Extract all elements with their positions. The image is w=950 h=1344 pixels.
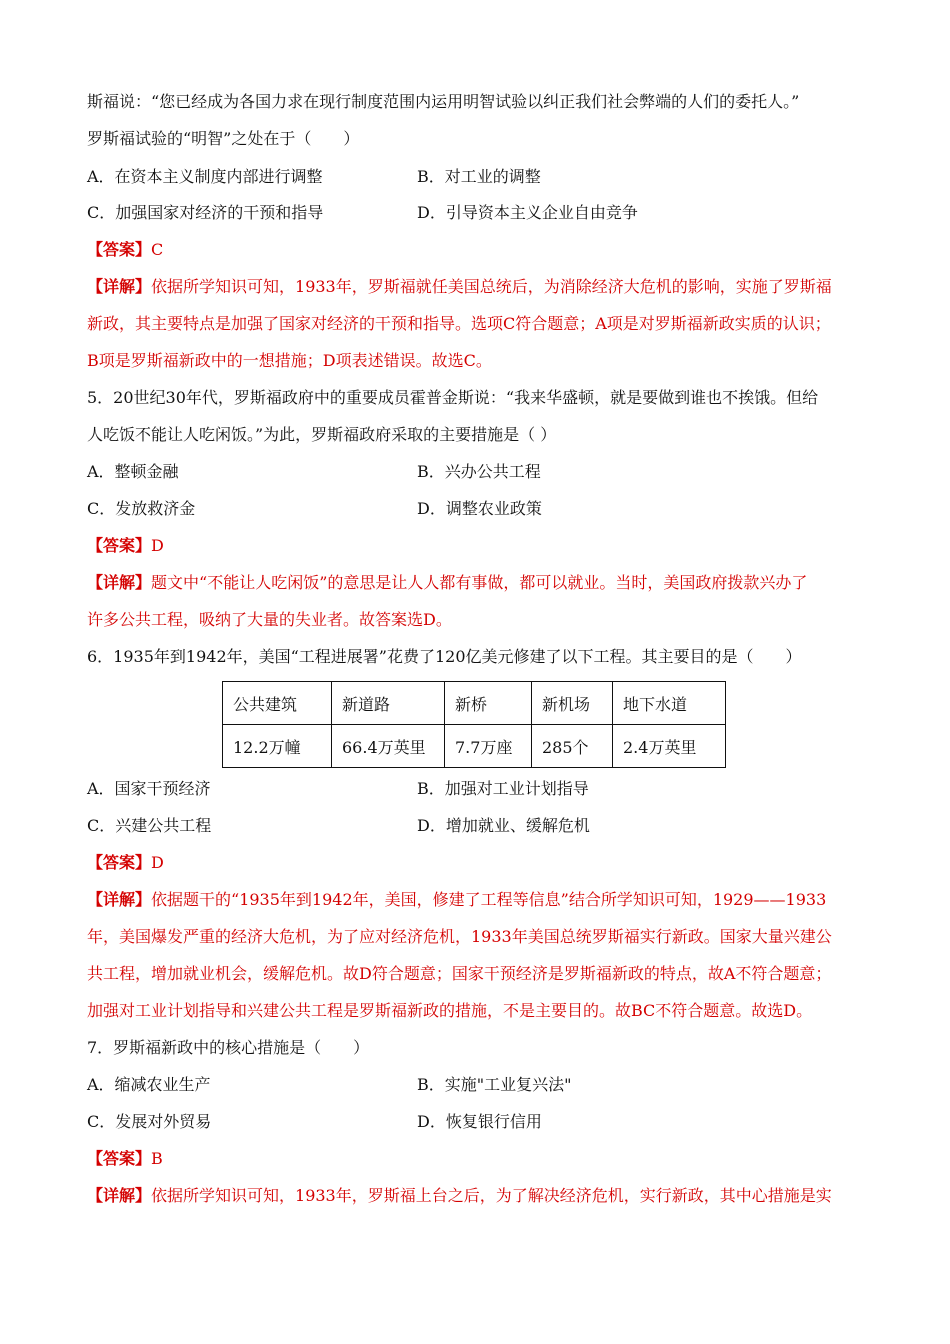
detail-text: 题文中“不能让人吃闲饭”的意思是让人人都有事做，都可以就业。当时，美国政府拨款兴办了 bbox=[151, 573, 808, 592]
projects-table bbox=[222, 681, 726, 768]
q6-option-b: B．加强对工业计划指导 bbox=[417, 779, 589, 798]
q7-option-b: B．实施"工业复兴法" bbox=[417, 1075, 572, 1094]
q4-option-d: D．引导资本主义企业自由竞争 bbox=[417, 203, 638, 222]
answer-value: C bbox=[151, 240, 164, 259]
q5-option-d: D．调整农业政策 bbox=[417, 499, 542, 518]
table-header-cell: 新机场 bbox=[532, 682, 613, 725]
answer-value: D bbox=[151, 536, 164, 555]
table-row bbox=[223, 682, 726, 725]
table-cell: 12.2万幢 bbox=[223, 725, 332, 768]
q7-stem-line-1: 7．罗斯福新政中的核心措施是（ ） bbox=[87, 1038, 370, 1057]
answer-label: 【答案】 bbox=[87, 1149, 152, 1168]
q4-option-a: A．在资本主义制度内部进行调整 bbox=[87, 167, 323, 186]
q5-option-c: C．发放救济金 bbox=[87, 499, 196, 518]
table-header-cell: 新道路 bbox=[332, 682, 445, 725]
q5-detail-line-2: 许多公共工程，吸纳了大量的失业者。故答案选D。 bbox=[87, 610, 452, 629]
table-row bbox=[223, 725, 726, 768]
answer-label: 【答案】 bbox=[87, 853, 152, 872]
detail-text: 依据所学知识可知，1933年，罗斯福就任美国总统后，为消除经济大危机的影响，实施了罗斯福 bbox=[151, 277, 832, 296]
answer-value: D bbox=[151, 853, 164, 872]
q5-option-a: A．整顿金融 bbox=[87, 462, 179, 481]
q7-detail-line-1 bbox=[87, 1184, 832, 1208]
answer-label: 【答案】 bbox=[87, 536, 152, 555]
q4-option-c: C．加强国家对经济的干预和指导 bbox=[87, 203, 324, 222]
q4-detail-line-2: 新政，其主要特点是加强了国家对经济的干预和指导。选项C符合题意；A项是对罗斯福新政实质的认识； bbox=[87, 314, 831, 333]
q7-answer bbox=[87, 1147, 163, 1171]
q5-answer bbox=[87, 534, 164, 558]
table-cell: 7.7万座 bbox=[445, 725, 532, 768]
q6-answer bbox=[87, 851, 164, 875]
q6-detail-line-3: 共工程，增加就业机会，缓解危机。故D符合题意；国家干预经济是罗斯福新政的特点，故A不符合题意； bbox=[87, 964, 832, 983]
detail-text: 依据所学知识可知，1933年，罗斯福上台之后，为了解决经济危机，实行新政，其中心措施是实 bbox=[151, 1186, 832, 1205]
q6-detail-line-2: 年，美国爆发严重的经济大危机，为了应对经济危机，1933年美国总统罗斯福实行新政。国家大量兴建公 bbox=[87, 927, 832, 946]
q5-stem-line-1: 5．20世纪30年代，罗斯福政府中的重要成员霍普金斯说：“我来华盛顿，就是要做到谁也不挨饿。但给 bbox=[87, 388, 819, 407]
q7-option-c: C．发展对外贸易 bbox=[87, 1112, 212, 1131]
detail-label: 【详解】 bbox=[87, 890, 152, 909]
table-header-cell: 公共建筑 bbox=[223, 682, 332, 725]
q5-option-b: B．兴办公共工程 bbox=[417, 462, 541, 481]
q5-stem-line-2: 人吃饭不能让人吃闲饭。”为此，罗斯福政府采取的主要措施是（ ） bbox=[87, 425, 557, 444]
detail-text: 依据题干的“1935年到1942年，美国，修建了工程等信息”结合所学知识可知，1929——1933 bbox=[151, 890, 827, 909]
q4-answer bbox=[87, 238, 163, 262]
q7-option-d: D．恢复银行信用 bbox=[417, 1112, 542, 1131]
q4-detail-line-3: B项是罗斯福新政中的一想措施；D项表述错误。故选C。 bbox=[87, 351, 492, 370]
q4-stem-line-1: 斯福说：“您已经成为各国力求在现行制度范围内运用明智试验以纠正我们社会弊端的人们的委托人。” bbox=[87, 92, 800, 111]
detail-label: 【详解】 bbox=[87, 277, 152, 296]
q7-option-a: A．缩减农业生产 bbox=[87, 1075, 211, 1094]
answer-label: 【答案】 bbox=[87, 240, 152, 259]
q6-option-a: A．国家干预经济 bbox=[87, 779, 211, 798]
table-header-cell: 新桥 bbox=[445, 682, 532, 725]
q6-detail-line-4: 加强对工业计划指导和兴建公共工程是罗斯福新政的措施，不是主要目的。故BC不符合题意。故选D。 bbox=[87, 1001, 813, 1020]
q5-detail-line-1 bbox=[87, 571, 807, 595]
detail-label: 【详解】 bbox=[87, 1186, 152, 1205]
table-cell: 285个 bbox=[532, 725, 613, 768]
q4-detail-line-1 bbox=[87, 275, 832, 299]
q4-option-b: B．对工业的调整 bbox=[417, 167, 541, 186]
q6-option-c: C．兴建公共工程 bbox=[87, 816, 212, 835]
answer-value: B bbox=[151, 1149, 163, 1168]
q4-stem-line-2: 罗斯福试验的“明智”之处在于（ ） bbox=[87, 129, 360, 148]
table-header-cell: 地下水道 bbox=[613, 682, 726, 725]
table-cell: 66.4万英里 bbox=[332, 725, 445, 768]
table-cell: 2.4万英里 bbox=[613, 725, 726, 768]
q6-detail-line-1 bbox=[87, 888, 826, 912]
q6-stem-line-1: 6．1935年到1942年，美国“工程进展署”花费了120亿美元修建了以下工程。其主要目的是（ ） bbox=[87, 647, 802, 666]
q6-option-d: D．增加就业、缓解危机 bbox=[417, 816, 590, 835]
detail-label: 【详解】 bbox=[87, 573, 152, 592]
